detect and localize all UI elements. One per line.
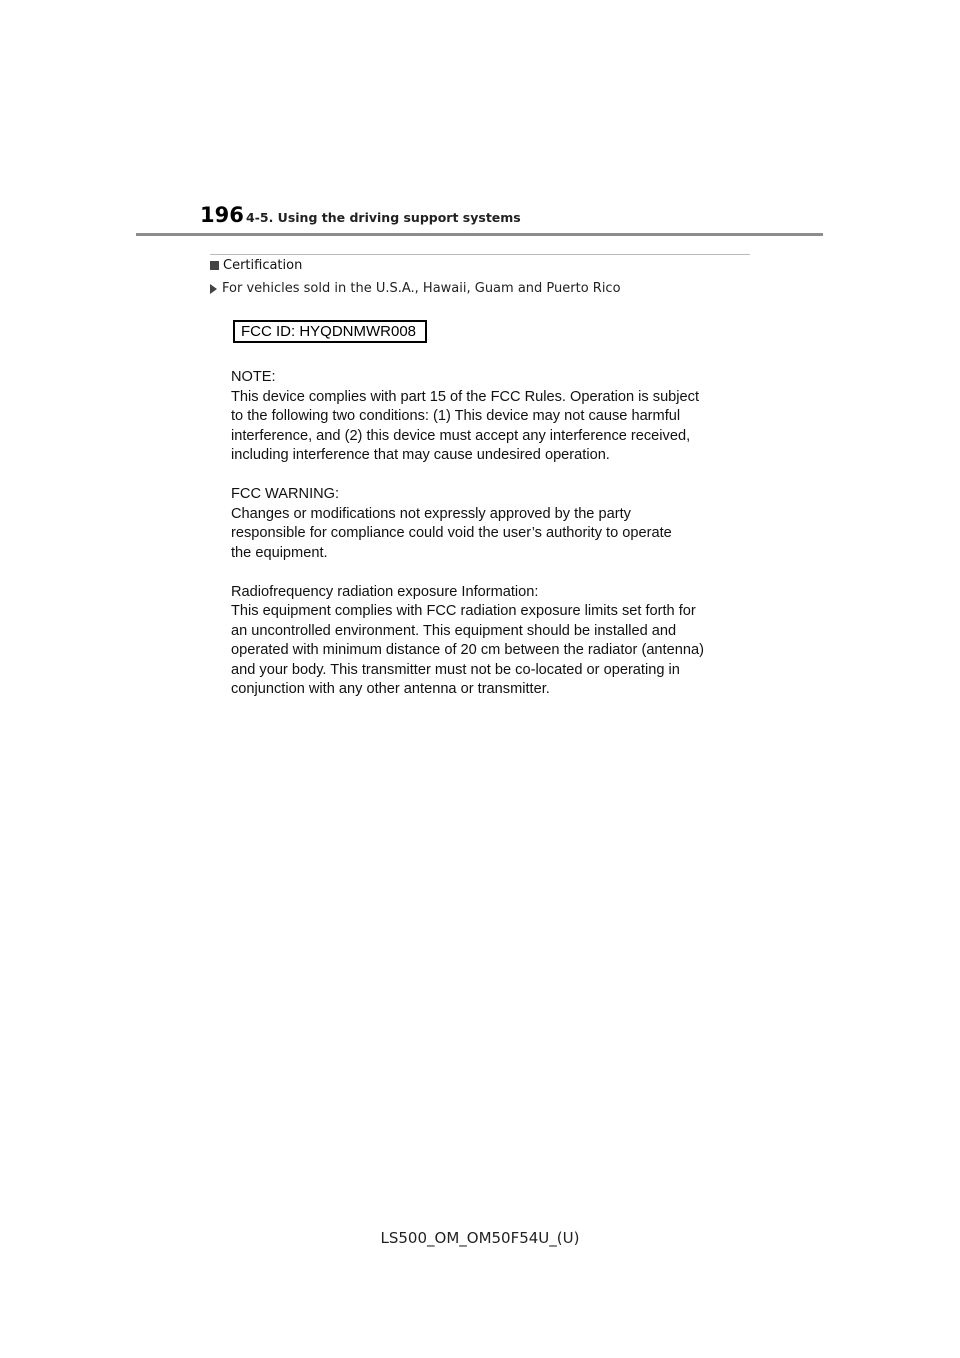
section-divider: [210, 254, 750, 255]
radiation-line: conjunction with any other antenna or transmitter.: [231, 681, 550, 697]
triangle-bullet-icon: [210, 284, 217, 294]
note-line: to the following two conditions: (1) This device may not cause harmful: [231, 408, 681, 424]
fcc-id-label: FCC ID: HYQDNMWR008: [233, 320, 427, 343]
warning-line: the equipment.: [231, 544, 328, 561]
vehicle-region-text: For vehicles sold in the U.S.A., Hawaii, Guam and Puerto Rico: [222, 281, 621, 296]
radiation-heading: Radiofrequency radiation exposure Information:: [231, 583, 539, 600]
radiation-line: and your body. This transmitter must not be co-located or operating in: [231, 661, 680, 678]
radiation-line: This equipment complies with FCC radiation exposure limits set forth for: [231, 603, 696, 619]
note-line: This device complies with part 15 of the FCC Rules. Operation is subject: [231, 388, 700, 405]
radiation-line: operated with minimum distance of 20 cm between the radiator (antenna): [231, 642, 704, 658]
note-heading: NOTE:: [231, 369, 276, 385]
fcc-statement: [231, 368, 751, 700]
radiation-line: an uncontrolled environment. This equipment should be installed and: [231, 622, 677, 639]
section-header: 4-5. Using the driving support systems: [246, 210, 521, 225]
note-line: interference, and (2) this device must accept any interference received,: [231, 427, 691, 444]
vehicle-region-bullet: [210, 281, 621, 296]
page-number: 196: [200, 203, 244, 227]
section-title-text: Certification: [223, 258, 303, 273]
header-rule: [136, 233, 823, 236]
section-title: [210, 258, 302, 273]
warning-line: responsible for compliance could void the user’s authority to operate: [231, 525, 672, 541]
warning-line: Changes or modifications not expressly approved by the party: [231, 505, 631, 522]
note-line: including interference that may cause undesired operation.: [231, 447, 610, 463]
warning-heading: FCC WARNING:: [231, 486, 340, 502]
document-code-footer: LS500_OM_OM50F54U_(U): [380, 1229, 580, 1247]
square-bullet-icon: [210, 261, 219, 270]
